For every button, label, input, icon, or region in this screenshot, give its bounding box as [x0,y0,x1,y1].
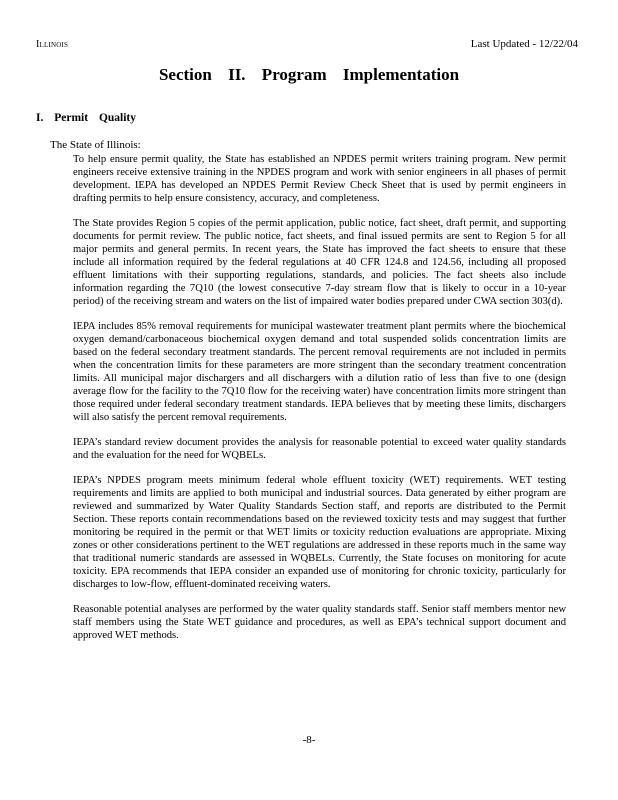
header-last-updated: Last Updated - 12/22/04 [470,38,578,50]
paragraph-reasonable-potential: Reasonable potential analyses are performed by the water quality standards staff. Senior staff members mentor new staff members using the State WET guidance and procedures, as well as EPA’s technical support document and approved WET methods. [73,604,566,641]
header-state [36,39,68,50]
page-title: Section II. Program Implementation [158,65,460,84]
document-body [73,153,566,654]
paragraph-training: To help ensure permit quality, the State has established an NPDES permit writers training program. New permit engineers receive extensive training in the NPDES program and work with senior engineers in all phases of permit development. IEPA has developed an NPDES Permit Review Check Sheet that is used by permit engineers in drafting permits to help ensure consistency, accuracy, and completeness. [73,154,566,204]
paragraph-wet-requirements: IEPA’s NPDES program meets minimum federal whole effluent toxicity (WET) requirements. WET testing requirements and limits are applied to both municipal and industrial sources. Data generated by either program are reviewed and summarized by Water Quality Standards Section staff, and reports are distributed to the Permit Section. These reports contain recommendations based on the reviewed toxicity tests and may suggest that further monitoring be required in the permit or that WET limits or toxicity reduction evaluations are appropriate. Mixing zones or other considerations pertinent to the WET regulations are addressed in these reports much in the same way that traditional numeric standards are assessed in WQBELs. Currently, the State focuses on monitoring for acute toxicity. EPA recommends that IEPA consider an expanded use of monitoring for chronic toxicity, particularly for discharges to low-flow, effluent-dominated receiving waters. [73,475,566,590]
state-name: Illinois [36,39,69,50]
page-number: -8- [302,734,316,746]
paragraph-removal-requirements: IEPA includes 85% removal requirements for municipal wastewater treatment plant permits where the biochemical oxygen demand/carbonaceous biochemical oxygen demand and total suspended solids concentration limits are based on the federal secondary treatment standards. The percent removal requirements are not included in permits when the concentration limits for these parameters are more stringent than the secondary treatment concentration limits. All municipal major dischargers and all dischargers with a dilution ratio of less than five to one (design average flow for the facility to the 7Q10 flow for the receiving water) have concentration limits more stringent than those required under federal secondary treatment standards. IEPA believes that by meeting these limits, dischargers will also satisfy the percent removal requirements. [73,321,566,423]
section-heading: I. Permit Quality [36,112,136,124]
paragraph-standard-review: IEPA’s standard review document provides the analysis for reasonable potential to exceed water quality standards and the evaluation for the need for WQBELs. [73,437,566,461]
intro-line: The State of Illinois: [50,139,141,151]
paragraph-region5-review: The State provides Region 5 copies of the permit application, public notice, fact sheet, draft permit, and supporting documents for permit review. The public notice, fact sheets, and final issued permits are sent to Region 5 for all major permits and general permits. In recent years, the State has improved the fact sheets to ensure that these include all information required by the federal regulations at 40 CFR 124.8 and 124.56, including all proposed effluent limitations with their supporting regulations, standards, and policies. The fact sheets also include information regarding the 7Q10 (the lowest consecutive 7-day stream flow that is likely to occur in a 10-year period) of the receiving stream and waters on the list of impaired water bodies prepared under CWA section 303(d). [73,218,566,307]
